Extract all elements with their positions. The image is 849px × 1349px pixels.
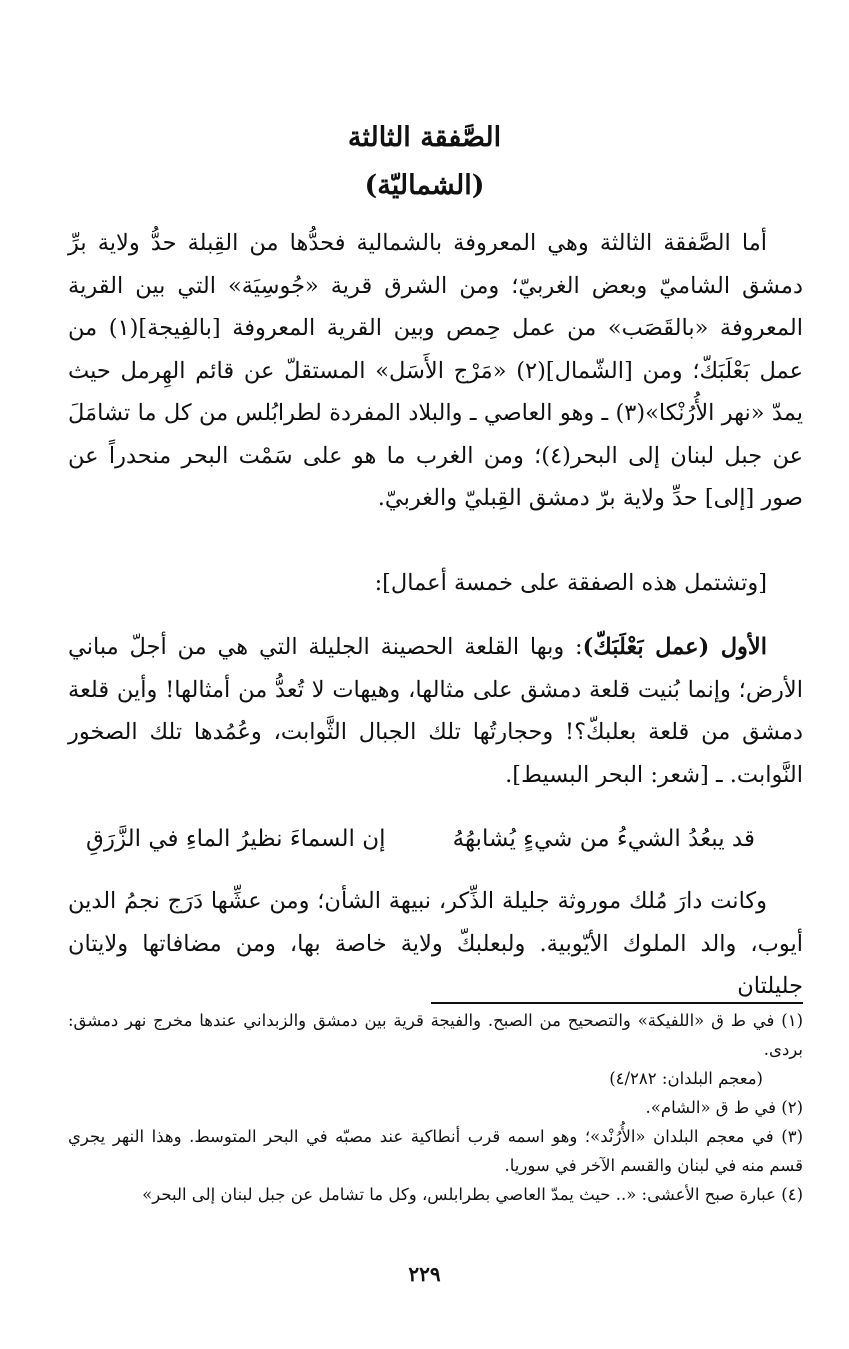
paragraph-baalbek-text: : وبها القلعة الحصينة الجليلة التي هي من أجلّ مباني الأرض؛ وإنما بُنيت قلعة دمشق على مثالها، وهيهات لا تُعدُّ من أمثالها! وأين قلعة دمشق من قلعة بعلبكّ؟! وحجارتُها تلك الجبال الثَّوابت، وعُمُدها تلك الصخور النَّوابت. ـ [شعر: البحر البسيط]. bbox=[68, 634, 803, 788]
section-subtitle: (الشماليّة) bbox=[364, 170, 485, 201]
footnote-3: (٣) في معجم البلدان «الأُرُنْد»؛ وهو اسمه قرب أنطاكية عند مصبّه في البحر المتوسط. وهذا النهر يجري قسم منه في لبنان والقسم الآخر في سوريا. bbox=[68, 1127, 803, 1175]
paragraph-boundaries: أما الصَّفقة الثالثة وهي المعروفة بالشمالية فحدُّها من القِبلة حدُّ ولاية برِّ دمشق الشاميّ وبعض الغربيّ؛ ومن الشرق قرية «جُوسِيَة» التي بين القرية المعروفة «بالقَصَب» من عمل حِمص وبين القرية المعروفة [بالفِيجة](١) من عمل بَعْلَبَكّ؛ ومن [الشّمال](٢) «مَرْج الأَسَل» المستقلّ عن قائم الهِرمل حيث يمدّ «نهر الأُرُنْكا»(٣) ـ وهو العاصي ـ والبلاد المفردة لطرابُلس من كل ما تشامَلَ عن جبل لبنان إلى البحر(٤)؛ ومن الغرب ما هو على سَمْت البحر منحدراً عن صور [إلى] حدِّ ولاية برّ دمشق القِبليّ والغربيّ. bbox=[68, 230, 804, 511]
section-title: الصَّفقة الثالثة bbox=[347, 122, 502, 153]
paragraph-lead-heading: الأول (عمل بَعْلَبَكّ) bbox=[582, 634, 768, 660]
verse-first-hemistich: قد يبعُدُ الشيءُ من شيءٍ يُشابهُهُ bbox=[452, 826, 755, 852]
paragraph-royal-seat: وكانت دارَ مُلك موروثة جليلة الذِّكر، نبيهة الشأن؛ ومن عشِّها دَرَج نجمُ الدين أيوب، والد الملوك الأيّوبية. ولبعلبكّ ولاية خاصة بها، ومن مضافاتها ولايتان جليلتان bbox=[68, 888, 803, 999]
poetry-verse bbox=[68, 818, 803, 868]
footnote-4: (٤) عبارة صبح الأعشى: «.. حيث يمدّ العاصي بطرابلس، وكل ما تشامل عن جبل لبنان إلى البحر» bbox=[142, 1185, 803, 1204]
paragraph-districts-intro: [وتشتمل هذه الصفقة على خمسة أعمال]: bbox=[374, 570, 767, 596]
verse-second-hemistich: إن السماءَ نظيرُ الماءِ في الزَّرَقِ bbox=[86, 826, 386, 852]
page-number: ٢٢٩ bbox=[408, 1262, 441, 1286]
footnote-1-source: (معجم البلدان: ٤/٢٨٢) bbox=[609, 1069, 763, 1088]
footnote-separator bbox=[431, 1002, 803, 1004]
footnote-1: (١) في ط ق «اللفيكة» والتصحيح من الصبح. والفيجة قرية بين دمشق والزبداني عندها مخرج نهر دمشق: بردى. bbox=[68, 1011, 803, 1059]
footnote-2: (٢) في ط ق «الشام». bbox=[645, 1098, 803, 1117]
footnotes bbox=[68, 1006, 803, 1209]
paragraph-baalbek bbox=[68, 626, 803, 796]
